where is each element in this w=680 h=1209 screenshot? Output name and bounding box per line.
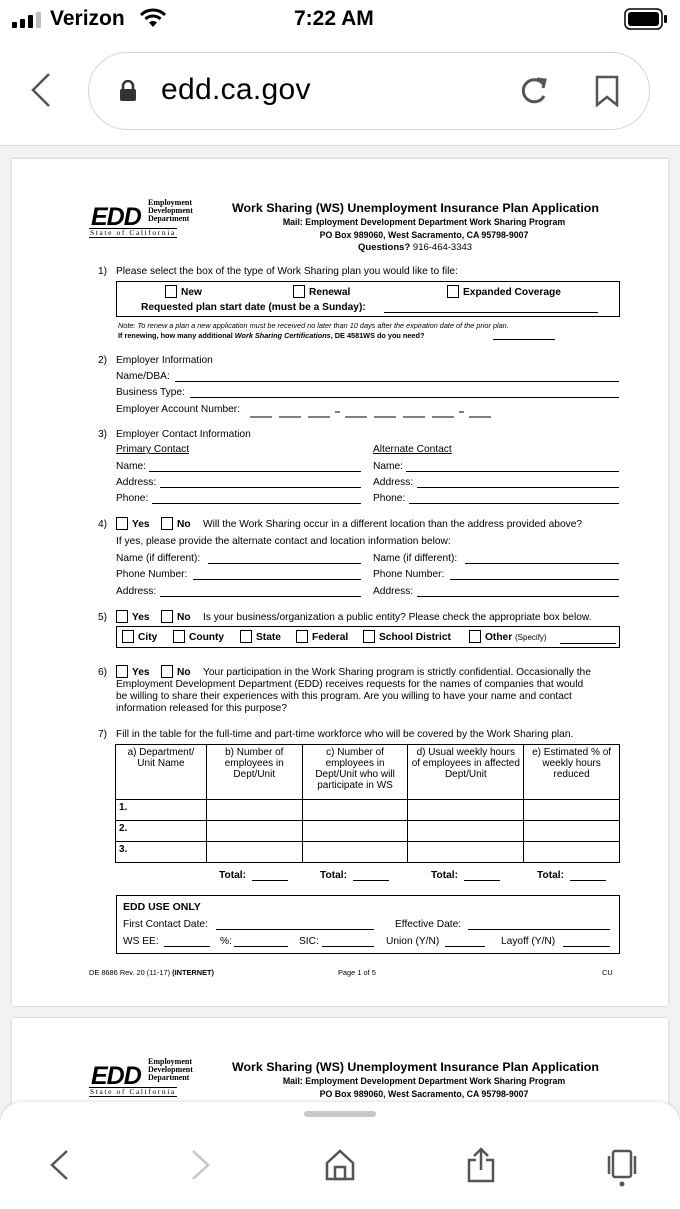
home-icon[interactable] (324, 1148, 356, 1182)
q6-number: 6) (98, 667, 108, 678)
workforce-table (115, 744, 620, 863)
total-d-field[interactable] (464, 880, 500, 881)
logo-department-text: Employment Development Department (148, 1057, 193, 1082)
form-id: DE 8686 Rev. 20 (11-17) (INTERNET) (89, 968, 215, 977)
q6-text-line-4: information released for this purpose? (116, 703, 288, 714)
renewal-certifications-question: If renewing, how many additional Work Sharing Certifications, DE 4581WS do you need? (118, 331, 425, 340)
first-contact-field[interactable] (216, 929, 374, 930)
clock: 7:22 AM (294, 7, 374, 30)
primary-phone-label: Phone: (116, 493, 149, 504)
percent-field[interactable] (234, 946, 288, 947)
q1-text: Please select the box of the type of Work Sharing plan you would like to file: (116, 266, 458, 277)
layoff-field[interactable] (563, 946, 610, 947)
business-type-field[interactable] (190, 397, 619, 398)
reload-icon[interactable] (519, 76, 549, 106)
percent-label: %: (220, 936, 232, 947)
col-header-participants: c) Number of employees in Dept/Unit who will participate in WS (302, 745, 408, 800)
row-number: 1. (116, 800, 207, 821)
po-box-line: PO Box 989060, West Sacramento, CA 95798-9007 (319, 230, 529, 240)
sic-field[interactable] (322, 946, 374, 947)
name-dba-label: Name/DBA: (116, 371, 170, 382)
row-number: 2. (116, 821, 207, 842)
q6-text-line-1: Your participation in the Work Sharing program is strictly confidential. Occasionally the (203, 667, 591, 678)
total-c-field[interactable] (353, 880, 389, 881)
business-type-label: Business Type: (116, 387, 185, 398)
checkbox-renewal[interactable]: Renewal (293, 285, 350, 298)
account-number-label: Employer Account Number: (116, 404, 241, 415)
edd-logo: EDD (91, 203, 141, 231)
url-text[interactable]: edd.ca.gov (161, 73, 311, 106)
start-date-field[interactable] (384, 312, 598, 313)
forward-icon[interactable] (190, 1148, 212, 1182)
alternate-phone-label: Phone: (373, 493, 406, 504)
q4-text: Will the Work Sharing occur in a different location than the address provided above? (203, 519, 583, 530)
q7-number: 7) (98, 729, 108, 740)
layoff-label: Layoff (Y/N) (501, 936, 556, 947)
union-label: Union (Y/N) (386, 936, 440, 947)
primary-name-label: Name: (116, 461, 147, 472)
renewal-count-field[interactable] (493, 339, 555, 340)
q3-title: Employer Contact Information (116, 429, 251, 440)
form-code: CU (602, 968, 613, 977)
ws-ee-field[interactable] (164, 946, 210, 947)
q4-no-checkbox[interactable]: No (161, 517, 191, 530)
first-contact-label: First Contact Date: (123, 919, 208, 930)
effective-date-label: Effective Date: (395, 919, 462, 930)
account-number-field[interactable] (250, 407, 526, 419)
q4-text-2: If yes, please provide the alternate contact and location information below: (116, 536, 451, 547)
col-header-weekly-hours: d) Usual weekly hours of employees in affected Dept/Unit (408, 745, 524, 800)
form-title: Work Sharing (WS) Unemployment Insurance Plan Application (232, 201, 599, 215)
browser-bottom-bar (0, 1102, 680, 1209)
q4-alt-name-field[interactable] (465, 563, 619, 564)
primary-phone-field[interactable] (152, 503, 361, 504)
start-date-label: Requested plan start date (must be a Sunday): (141, 302, 366, 313)
q4-alt-address-label: Address: (373, 586, 414, 597)
questions-line: Questions? 916-464-3343 (358, 242, 473, 253)
po-box-line: PO Box 989060, West Sacramento, CA 95798-9007 (319, 1089, 529, 1099)
browser-toolbar (0, 40, 680, 146)
total-e-field[interactable] (570, 880, 606, 881)
q4-yes-checkbox[interactable]: Yes (116, 517, 150, 530)
logo-state-text: State of California (90, 228, 176, 237)
name-dba-field[interactable] (175, 381, 619, 382)
primary-address-label: Address: (116, 477, 157, 488)
checkbox-city[interactable]: City (122, 630, 157, 643)
alternate-name-field[interactable] (406, 471, 619, 472)
q6-no-checkbox[interactable]: No (161, 665, 191, 678)
bookmark-icon[interactable] (595, 75, 619, 107)
q5-number: 5) (98, 612, 108, 623)
union-field[interactable] (445, 946, 485, 947)
q2-title: Employer Information (116, 355, 213, 366)
total-b-field[interactable] (252, 880, 288, 881)
carrier-name: Verizon (50, 7, 125, 30)
q1-number: 1) (98, 266, 108, 277)
back-chevron-icon[interactable] (30, 72, 52, 108)
q7-text: Fill in the table for the full-time and part-time workforce who will be covered by the Work Sharing plan. (116, 729, 574, 740)
share-icon[interactable] (466, 1146, 496, 1184)
col-header-employees: b) Number of employees in Dept/Unit (206, 745, 302, 800)
total-d-label: Total: (431, 870, 458, 881)
lock-icon (119, 80, 137, 102)
logo-department-text: Employment Development Department (148, 198, 193, 223)
col-header-percent-reduced: e) Estimated % of weekly hours reduced (524, 745, 620, 800)
other-specify-field[interactable] (560, 643, 616, 644)
checkbox-school-district[interactable]: School District (363, 630, 451, 643)
tabs-icon[interactable] (604, 1148, 640, 1188)
checkbox-other[interactable]: Other (Specify) (469, 630, 547, 643)
q4-number: 4) (98, 519, 108, 530)
total-b-label: Total: (219, 870, 246, 881)
cellular-signal-icon (12, 12, 44, 28)
effective-date-field[interactable] (468, 929, 610, 930)
row-number: 3. (116, 842, 207, 863)
primary-name-field[interactable] (149, 471, 361, 472)
alternate-name-label: Name: (373, 461, 404, 472)
q5-no-checkbox[interactable]: No (161, 610, 191, 623)
checkbox-state[interactable]: State (240, 630, 281, 643)
sic-label: SIC: (299, 936, 319, 947)
page-number: Page 1 of 5 (338, 968, 376, 977)
checkbox-new[interactable]: New (165, 285, 202, 298)
total-c-label: Total: (320, 870, 347, 881)
status-bar (0, 0, 680, 40)
renewal-note: Note: To renew a plan a new application must be received no later than 10 days after the expiration date of the prior plan. (118, 321, 509, 330)
q4-address-label: Address: (116, 586, 157, 597)
q4-phone-field[interactable] (193, 579, 361, 580)
checkbox-federal[interactable]: Federal (296, 630, 348, 643)
q6-yes-checkbox[interactable]: Yes (116, 665, 150, 678)
q4-alt-phone-field[interactable] (450, 579, 619, 580)
q5-text: Is your business/organization a public entity? Please check the appropriate box below. (203, 612, 592, 623)
address-bar[interactable] (88, 52, 650, 130)
primary-contact-heading: Primary Contact (116, 444, 190, 455)
alternate-address-field[interactable] (417, 487, 619, 488)
primary-address-field[interactable] (160, 487, 361, 488)
table-row[interactable] (116, 800, 620, 821)
q6-text-line-3: be willing to share their experiences with this program. Are you willing to have your name and contact (116, 691, 572, 702)
total-e-label: Total: (537, 870, 564, 881)
pdf-page-1 (12, 159, 668, 1006)
q6-text-line-2: Employment Development Department (EDD) receives requests for the names of companies that would (116, 679, 584, 690)
checkbox-expanded-coverage[interactable]: Expanded Coverage (447, 285, 561, 298)
q4-phone-label: Phone Number: (116, 569, 188, 580)
table-header-row (116, 745, 620, 800)
q4-alt-name-label: Name (if different): (373, 553, 458, 564)
edd-logo: EDD (91, 1062, 141, 1090)
edd-use-only-title: EDD USE ONLY (123, 901, 201, 913)
form-title: Work Sharing (WS) Unemployment Insurance Plan Application (232, 1060, 599, 1074)
col-header-department: a) Department/ Unit Name (116, 745, 207, 800)
q4-name-label: Name (if different): (116, 553, 201, 564)
ws-ee-label: WS EE: (123, 936, 159, 947)
alternate-phone-field[interactable] (409, 503, 619, 504)
q4-alt-phone-label: Phone Number: (373, 569, 445, 580)
back-icon[interactable] (48, 1148, 70, 1182)
q4-address-field[interactable] (160, 596, 361, 597)
logo-state-text: State of California (90, 1087, 176, 1096)
wifi-icon (140, 8, 166, 28)
q3-number: 3) (98, 429, 108, 440)
table-row[interactable] (116, 842, 620, 863)
q4-alt-address-field[interactable] (417, 596, 619, 597)
alternate-address-label: Address: (373, 477, 414, 488)
table-row[interactable] (116, 821, 620, 842)
checkbox-county[interactable]: County (173, 630, 224, 643)
battery-icon (624, 8, 668, 30)
q5-yes-checkbox[interactable]: Yes (116, 610, 150, 623)
mail-line: Mail: Employment Development Department Work Sharing Program (282, 217, 566, 227)
mail-line: Mail: Employment Development Department Work Sharing Program (282, 1076, 566, 1086)
q4-name-field[interactable] (208, 563, 361, 564)
q2-number: 2) (98, 355, 108, 366)
alternate-contact-heading: Alternate Contact (373, 444, 452, 455)
sheet-grabber[interactable] (304, 1111, 376, 1117)
